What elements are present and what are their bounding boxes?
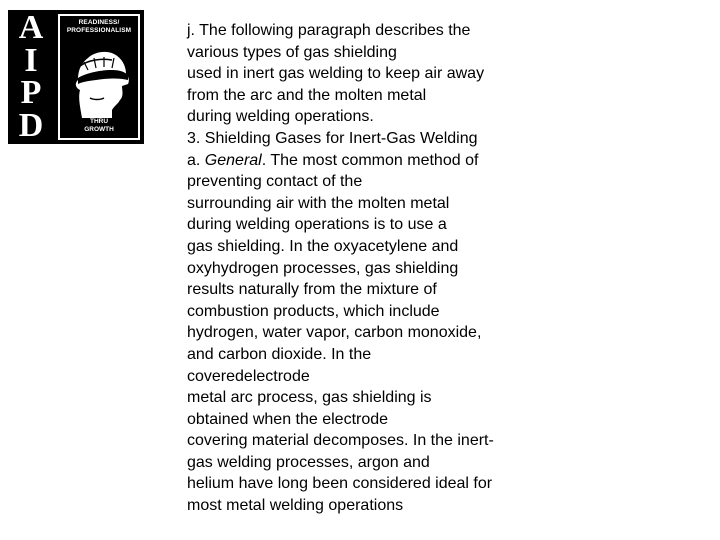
text-line: various types of gas shielding [187, 43, 397, 61]
logo-letters [8, 9, 54, 144]
logo-letter-i: I [24, 41, 38, 79]
text-line: preventing contact of the [187, 173, 363, 191]
text-line: covering material decomposes. In the inert- [187, 432, 494, 450]
text-line: surrounding air with the molten metal [187, 194, 450, 212]
logo-top-line-1: READINESS/ [78, 19, 120, 26]
aipd-logo [8, 10, 144, 144]
logo-bottom-text [60, 118, 138, 134]
general-suffix: . The most common method of [261, 151, 479, 169]
text-line: during welding operations. [187, 108, 374, 126]
text-line: from the arc and the molten metal [187, 86, 427, 104]
body-text [187, 20, 547, 517]
logo-top-text [60, 19, 138, 35]
text-line: and carbon dioxide. In the [187, 345, 372, 363]
logo-bottom-line-1: THRU [89, 118, 109, 125]
text-line: helium have long been considered ideal for [187, 475, 493, 493]
general-prefix: a. [187, 151, 205, 169]
text-line: j. The following paragraph describes the [187, 22, 471, 39]
text-line-general [187, 150, 547, 172]
text-line: gas welding processes, argon and [187, 453, 430, 471]
text-line: metal arc process, gas shielding is [187, 389, 432, 407]
section-heading: 3. Shielding Gases for Inert-Gas Welding [187, 129, 478, 147]
text-line: results naturally from the mixture of [187, 281, 437, 299]
logo-letter-a: A [18, 9, 44, 46]
soldier-helmet-icon [68, 40, 132, 120]
logo-letter-p: P [20, 74, 42, 112]
text-line: obtained when the electrode [187, 410, 389, 428]
logo-bottom-line-2: GROWTH [84, 126, 114, 133]
general-italic: General [204, 151, 262, 169]
text-line: combustion products, which include [187, 302, 440, 320]
text-line: hydrogen, water vapor, carbon monoxide, [187, 324, 482, 342]
logo-emblem-panel [58, 14, 140, 140]
text-line: coveredelectrode [187, 367, 310, 385]
text-line: most metal welding operations [187, 497, 404, 515]
text-line: used in inert gas welding to keep air away [187, 65, 485, 83]
logo-letter-d: D [18, 106, 44, 144]
text-line: during welding operations is to use a [187, 216, 447, 234]
text-line: gas shielding. In the oxyacetylene and [187, 237, 459, 255]
logo-top-line-2: PROFESSIONALISM [66, 27, 132, 34]
text-line: oxyhydrogen processes, gas shielding [187, 259, 459, 277]
